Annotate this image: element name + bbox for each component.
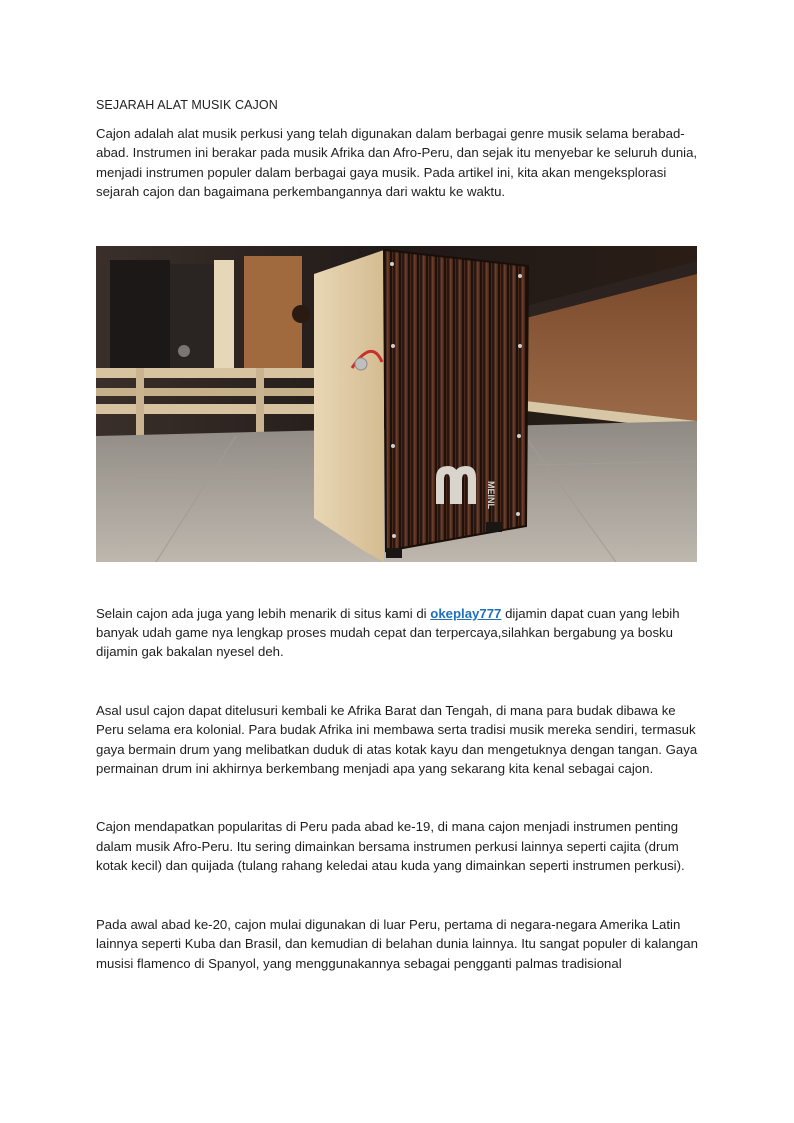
okeplay-link[interactable]: okeplay777 <box>430 605 502 621</box>
origin-paragraph: Asal usul cajon dapat ditelusuri kembali ke Afrika Barat dan Tengah, di mana para budak dibawa ke Peru selama era kolonial. Para budak Afrika ini membawa serta tradisi musik mereka sendiri, termasuk gaya bermain drum yang melibatkan duduk di atas kotak kayu dan mengetuknya dengan tangan. Gaya permainan drum ini akhirnya berkembang menjadi apa yang sekarang kita kenal sebagai cajon. <box>96 702 698 777</box>
popularity-paragraph: Cajon mendapatkan popularitas di Peru pada abad ke-19, di mana cajon menjadi instrumen penting dalam musik Afro-Peru. Itu sering dimainkan bersama instrumen perkusi lainnya seperti cajita (drum kotak kecil) dan quijada (tulang rahang keledai atau kuda yang dimainkan seperti instrumen perkusi). <box>96 819 685 874</box>
document-title: SEJARAH ALAT MUSIK CAJON <box>96 98 278 112</box>
document-page <box>96 96 700 973</box>
promo-paragraph <box>96 604 700 662</box>
promo-text-before: Selain cajon ada juga yang lebih menarik di situs kami di <box>96 605 431 621</box>
intro-paragraph: Cajon adalah alat musik perkusi yang telah digunakan dalam berbagai genre musik selama berabad-abad. Instrumen ini berakar pada musik Afrika dan Afro-Peru, dan sejak itu menyebar ke seluruh dunia, menjadi instrumen populer dalam berbagai gaya musik. Pada artikel ini, kita akan mengeksplorasi sejarah cajon dan bagaimana perkembangannya dari waktu ke waktu. <box>96 126 698 200</box>
brand-label: MEINL <box>486 480 496 509</box>
cajon-photo <box>96 246 697 562</box>
promo-text-after: dijamin dapat cuan yang lebih banyak udah game nya lengkap proses mudah cepat dan terpercaya,silahkan bergabung ya bosku dijamin gak bakalan nyesel deh. <box>96 605 680 660</box>
spread-paragraph: Pada awal abad ke-20, cajon mulai digunakan di luar Peru, pertama di negara-negara Amerika Latin lainnya seperti Kuba dan Brasil, dan kemudian di belahan dunia lainnya. Itu sangat populer di kalangan musisi flamenco di Spanyol, yang menggunakannya sebagai pengganti palmas tradisional <box>96 916 698 971</box>
